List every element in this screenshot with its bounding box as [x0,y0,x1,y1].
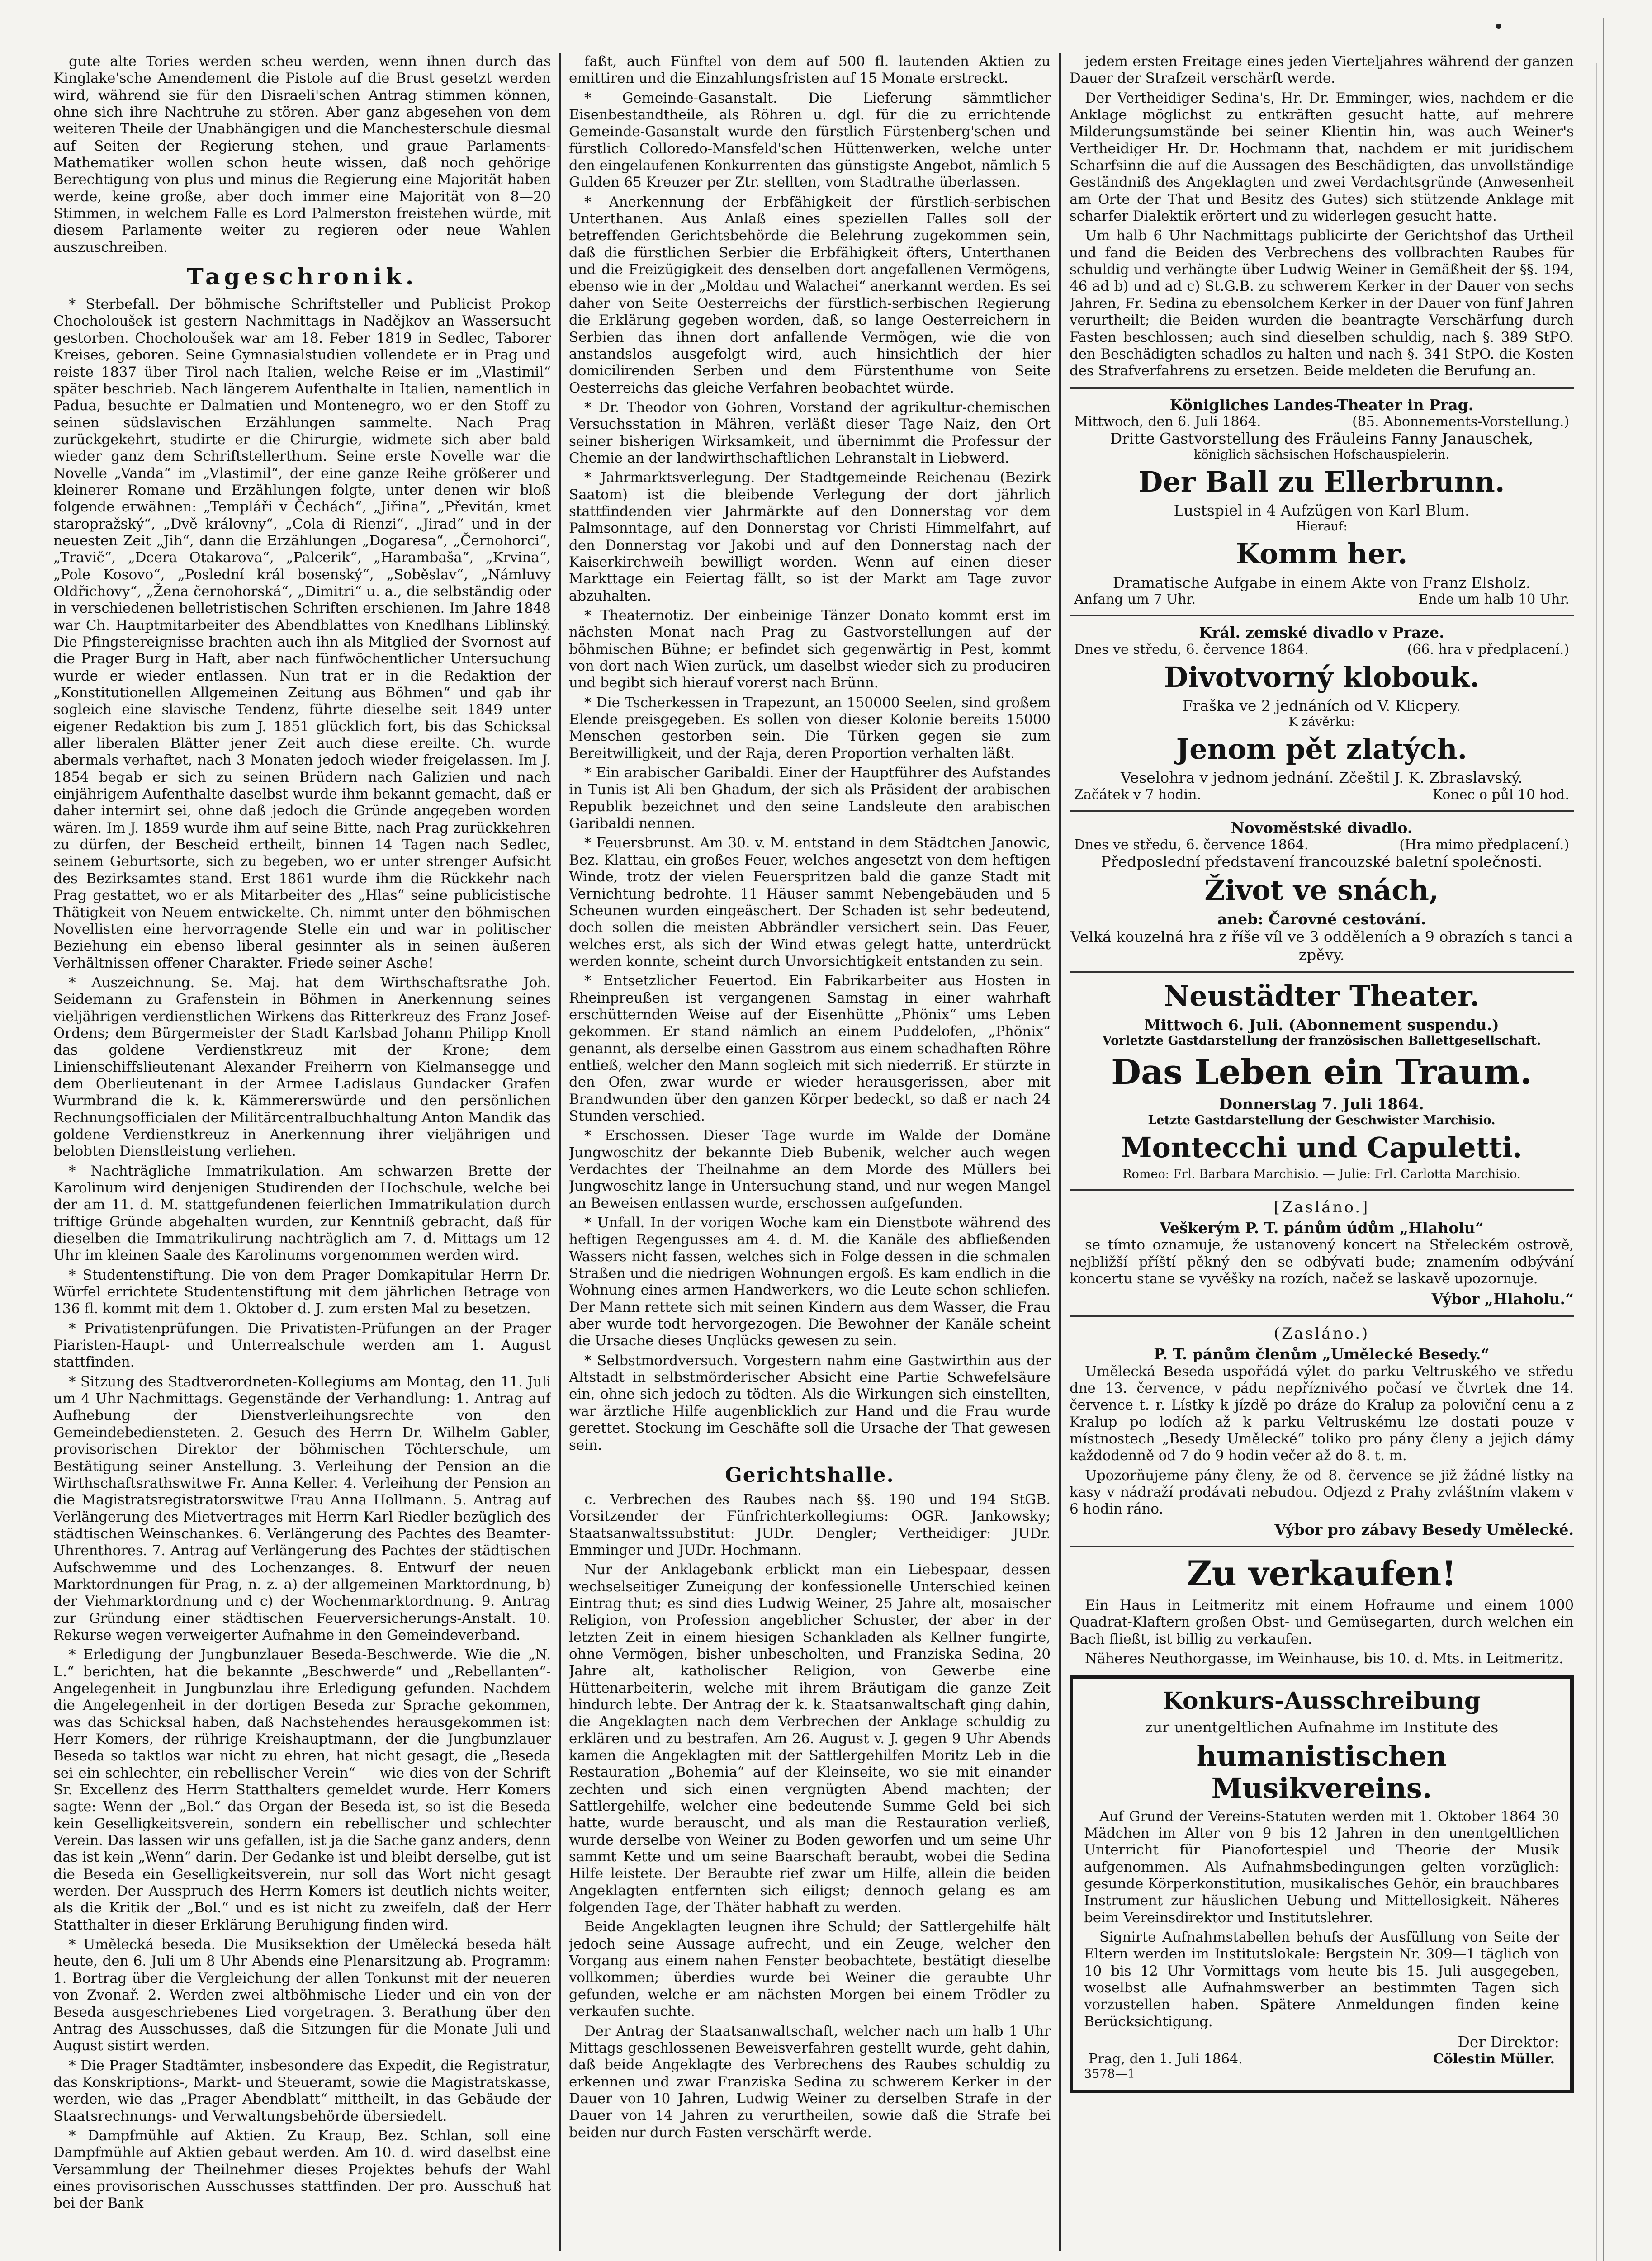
article-paragraph: * Entsetzlicher Feuertod. Ein Fabrikarbeiter aus Hosten in Rheinpreußen ist vergangenen Samstag in einer wahrhaft erschütternden Weise auf der Eisenhütte „Phönix“ ums Leben gekommen. Er stand nämlich an einem Puddelofen, „Phönix“ genannt, als derselbe einen Gasstrom aus einem schadhaften Röhre entließ, welcher den Mann sogleich mit sich niederriß. Er stürzte in den Ofen, zwar wurde er wieder herausgerissen, aber mit Brandwunden über den ganzen Körper bedeckt, so daß er nach 24 Stunden verschied. [569,973,1051,1124]
ad-umelecka-beseda [1070,1324,1574,1538]
ad-play-subtitle: Lustspiel in 4 Aufzügen von Karl Blum. [1174,501,1470,520]
article-paragraph: Der Vertheidiger Sedina's, Hr. Dr. Emminger, wies, nachdem er die Anklage möglichst zu entkräften gesucht hatte, auf mehrere Milderungsumstände bei seiner Klientin hin, was auch Weiner's Vertheidiger Hr. Dr. Hochmann that, nachdem er mit juridischem Scharfsinn die auf die Aussagen des Beschädigten, das unvollständige Geständniß des Angeklagten und zwei Verdachtsgründe (Anwesenheit am Orte der That und Besitz des Gutes) sich stützende Anklage mit scharfer Dialektik erörtert und zu widerlegen gesucht hatte. [1070,90,1574,225]
ad-separator [1070,387,1574,389]
ad-line: Velká kouzelná hra z říše víl ve 3 odděleních a 9 obrazích s tanci a zpěvy. [1070,928,1573,964]
ad-play-subtitle: aneb: Čarovné cestování. [1217,910,1426,928]
article-paragraph: * Sitzung des Stadtverordneten-Kollegiums am Montag, den 11. Juli um 4 Uhr Nachmittags. Gegenstände der Verhandlung: 1. Antrag auf Aufhebung der Dienstverleihungsrechte von den Gemeindebediensteten. 2. Gesuch des Herrn Dr. Wilhelm Gabler, provisorischen Direktor der böhmischen Töchterschule, um Bestätigung seiner Anstellung. 3. Verleihung der Pension an die Wirthschaftsrathswitwe Fr. Anna Keller. 4. Verleihung der Pension an die Magistratsregistratorswitwe Frau Anna Hollmann. 5. Antrag auf Verlängerung des Mietvertrages mit Herrn Karl Riedler bezüglich des städtischen Weinschankes. 6. Verlängerung des Pachtes des Beamter-Uhrenthores. 7. Antrag auf Verlängerung des Pachtes der städtischen Aufschwemme und des Lochenzanges. 8. Entwurf der neuen Marktordnungen für Prag, n. z. a) der allgemeinen Marktordnung, b) der Viehmarktordnung und c) der Wochenmarktordnung. 9. Antrag zur Gründung einer städtischen Feuerversicherungs-Anstalt. 10. Rekurse wegen verweigerter Aufnahme in den Gemeindeverband. [53,1373,551,1643]
ad-date: Mittwoch, den 6. Juli 1864. [1074,414,1261,430]
ad-date: Dnes ve středu, 6. července 1864. [1074,837,1309,853]
article-paragraph: * Anerkennung der Erbfähigkeit der fürstlich-serbischen Unterthanen. Aus Anlaß eines speziellen Falles soll der betreffenden Gerichtsbehörde die Belehrung zugekommen sein, daß die fürstlichen Serbier die Erbfähigkeit öfters, Unterthanen und die Freizügigkeit des denselben dort angefallenen Vermögens, ebenso wie in der „Moldau und Walachei“ anerkannt werden. Es sei daher von Seite Oesterreichs der fürstlich-serbischen Regierung die Erklärung gegeben worden, daß, so lange Oesterreichern in Serbien das ihnen dort anfallende Vermögen, wie die von anstandslos ausgefolgt wird, auch hinsichtlich der hier domicilirenden Serben und dem Fürstenthume von Seite Oesterreichs das gleiche Verfahren beobachtet würde. [569,194,1051,396]
ad-zemske-divadlo [1070,624,1574,803]
ad-text: Umělecká Beseda uspořádá výlet do parku Veltruského ve středu dne 13. července, v pádu nepříznivého počasí ve čtvrtek dne 14. července t. r. Lístky k jízdě po dráze do Kralup za poloviční cenu a z Kralup po lodích až k parku Veltruskému lze dostati pouze v místnostech „Besedy Umělecké“ toliko pro pány členy a jejich dámy každodenně od 7 do 9 hodin večer až do 8. t. m. [1070,1363,1574,1464]
article-paragraph: * Theaternotiz. Der einbeinige Tänzer Donato kommt erst im nächsten Monat nach Prag zu Gastvorstellungen auf der böhmischen Bühne; er befindet sich gegenwärtig in Pest, kommt von dort nach Wien zurück, um daselbst wieder sich zu produciren und begibt sich hierauf vorerst nach Brünn. [569,607,1051,691]
ad-separator [1070,810,1574,812]
ad-title: Král. zemské divadlo v Praze. [1199,624,1444,642]
ad-konkurs-box [1070,1675,1574,2093]
ad-start: Začátek v 7 hodin. [1074,787,1202,803]
ad-separator [1070,615,1574,616]
ad-date-row [1070,414,1574,430]
article-paragraph: * Privatistenprüfungen. Die Privatisten-Prüfungen an der Prager Piaristen-Haupt- und Unterrealschule werden am 1. August stattfinden. [53,1320,551,1371]
ad-date: Dnes ve středu, 6. července 1864. [1074,641,1309,657]
ad-play-title: Komm her. [1235,537,1408,571]
article-paragraph: * Sterbefall. Der böhmische Schriftsteller und Publicist Prokop Chocholoušek ist gestern Nachmittags in Nadějkov an Wassersucht gestorben. Chocholoušek war am 18. Feber 1819 in Sedlec, Taborer Kreises, geboren. Seine Gymnasialstudien vollendete er in Prag und reiste 1837 über Tirol nach Italien, welche Reise er im „Vlastimil“ später beschrieb. Nach längerem Aufenthalte in Italien, namentlich in Padua, besuchte er Dalmatien und Montenegro, wo er den Stoff zu seinen südslavischen Erzählungen sammelte. Nach Prag zurückgekehrt, studirte er die Chirurgie, widmete sich aber bald wieder ganz dem Schriftstellerthum. Seine erste Novelle war die Novelle „Vanda“ im „Vlastimil“, der eine ganze Reihe größerer und kleinerer Romane und Erzählungen folgte, unter denen wir bloß folgende erwähnen: „Templáři v Čechách“, „Jiřina“, „Převitán, kmet staropražský“, „Dvě královny“, „Cola di Rienzi“, „Jirad“ und in der neuesten Zeit „Jih“, dann die Erzählungen „Dogaresa“, „Černohorci“, „Travič“, „Dcera Otakarova“, „Palcerik“, „Harambaša“, „Krvina“, „Pole Kosovo“, „Poslední král bosenský“, „Soběslav“, „Námluvy Oldřichovy“, „Žena černohorská“, „Dimitri“ u. a., die selbständig oder in verschiedenen belletristischen Schriften erschienen. Im Jahre 1848 war Ch. Hauptmitarbeiter des Abendblattes von Knedlhans Liblinský. Die Pfingstereignisse brachten auch ihn als Mitglied der Svornost auf die Prager Burg in Haft, aber nach fünfwöchentlicher Untersuchung wurde er wieder entlassen. Nun trat er in die Redaktion der „Konstitutionellen Allgemeinen Zeitung aus Böhmen“ und gab ihr sogleich eine slavische Tendenz, führte dieselbe seit 1849 unter eigener Redaktion bis zum J. 1851 glücklich fort, bis das Schicksal aller liberalen Blätter jener Zeit auch diese ereilte. Ch. wurde abermals verhaftet, nach 3 Monaten jedoch wieder freigelassen. Im J. 1854 begab er sich zu seinen Brüdern nach Galizien und nach einjährigem Aufenthalte daselbst wurde ihm bekannt gemacht, daß er daher internirt sei, ohne daß jedoch die Gründe angegeben worden wären. Im J. 1859 wurde ihm auf seine Bitte, nach Prag zurückkehren zu dürfen, der Bescheid ertheilt, binnen 14 Tagen nach Sedlec, seinem Geburtsorte, sich zu begeben, wo er unter strenger Aufsicht des Bezirksamtes stand. Erst 1861 wurde ihm die Rückkehr nach Prag gestattet, wo er als Mitarbeiter des „Hlas“ seine publicistische Thätigkeit von Neuem entwickelte. Ch. nimmt unter den böhmischen Novellisten eine hervorragende Stelle ein und war in politischer Beziehung ein ebenso liberal gesinnter als in seinen äußeren Verhältnissen offener Charakter. Friede seiner Asche! [53,296,551,971]
ad-signature: Výbor „Hlaholu.“ [1431,1290,1574,1308]
ad-date-note: (66. hra v předplacení.) [1407,641,1569,657]
ad-title: Veškerým P. T. pánům údům „Hlaholu“ [1160,1219,1484,1237]
ad-line: Předposlední představení francouzské baletní společnosti. [1101,852,1543,870]
page-edge-line-inner [1596,63,1597,2261]
ad-play-subtitle: Veselohra v jednom jednání. Zčeštil J. K. Zbraslavský. [1121,769,1523,787]
ad-title: P. T. pánům členům „Umělecké Besedy.“ [1154,1345,1490,1363]
ad-date-row [1070,642,1574,657]
article-paragraph: Um halb 6 Uhr Nachmittags publicirte der Gerichtshof das Urtheil und fand die Beiden des Verbrechens des vollbrachten Raubes für schuldig und verhängte über Ludwig Weiner in Gemäßheit der §§. 194, 46 ad b) und ad c) St.G.B. zu schwerem Kerker in der Dauer von sechs Jahren, Fr. Sedina zu ebensolchem Kerker in der Dauer von fünf Jahren verurtheilt; die Beiden wurden die beantragte Verschärfung durch Fasten beschlossen; auch sind dieselben schuldig, nach §. 389 StPO. den Beschädigten schadlos zu halten und nach §. 341 StPO. die Kosten des Strafverfahrens zu ersetzen. Beide meldeten die Berufung an. [1070,227,1574,379]
ad-neustaedter-theater [1070,980,1574,1182]
ad-signature: Výbor pro zábavy Besedy Umělecké. [1274,1520,1574,1538]
ad-date-note: (Hra mimo předplacení.) [1399,837,1569,853]
article-paragraph: Der Antrag der Staatsanwaltschaft, welcher nach um halb 1 Uhr Mittags geschlossenen Beweisverfahren gestellt wurde, geht dahin, daß beide Angeklagte des Verbrechens des Raubes schuldig zu erkennen und zwar Franziska Sedina zu schwerem Kerker in der Dauer von 10 Jahren, Ludwig Weiner zu derselben Strafe in der Dauer von 14 Jahren zu verurtheilen, sowie daß die Strafe bei beiden nur durch Fasten verschärft werde. [569,2023,1051,2141]
article-paragraph: * Erledigung der Jungbunzlauer Beseda-Beschwerde. Wie die „N. L.“ berichten, hat die bekannte „Beschwerde“ und „Rebellanten“-Angelegenheit in Jungbunzlau ihre Erledigung gefunden. Nachdem die Angelegenheit in der dortigen Beseda zur Sprache gekommen, was das Schicksal haben, daß Nachstehendes herausgekommen ist: Herr Komers, der rührige Kreishauptmann, der die Jungbunzlauer Beseda so taktlos war nicht zu ehren, hat nicht gesagt, die „Beseda sei ein schlechter, ein rebellischer Verein“ — wie dies von der Schrift Sr. Excellenz des Herrn Statthalters gemeldet wurde. Herr Komers sagte: Wenn der „Bol.“ das Organ der Beseda ist, so ist die Beseda kein Geselligkeitsverein, sondern ein rebellischer und schlechter Verein. Das lassen wir uns gefallen, ist ja die Sache ganz anders, denn das ist kein „Wenn“ darin. Der Gedanke ist und bleibt derselbe, gut ist die Beseda ein Geselligkeitsverein, nur soll das Wort nicht gesagt werden. Der Ausspruch des Herrn Komers ist deutlich nichts weiter, als die Kritik der „Bol.“ und es ist nicht zu zweifeln, daß der Herr Statthalter in dieser Erklärung Beruhigung finden wird. [53,1646,551,1933]
ad-text: Auf Grund der Vereins-Statuten werden mit 1. Oktober 1864 30 Mädchen im Alter von 9 bis 12 Jahren in den unentgeltlichen Unterricht für Pianofortespiel und Theorie der Musik aufgenommen. Als Aufnahmsbedingungen gelten vorzüglich: gesunde Körperkonstitution, musikalisches Gehör, ein brauchbares Instrument zur häuslichen Uebung und Mittellosigkeit. Näheres beim Vereinsdirektor und Institutslehrer. [1084,1808,1559,1926]
ad-line: Letzte Gastdarstellung der Geschwister Marchisio. [1148,1113,1496,1127]
ad-director-label: Der Direktor: [1458,2033,1559,2051]
section-heading-tageschronik: Tageschronik. [186,263,418,290]
article-paragraph: * Umělecká beseda. Die Musiksektion der Umělecká beseda hält heute, den 6. Juli um 8 Uhr Abends eine Plenarsitzung ab. Programm: 1. Bortrag über die Vergleichung der allen Tonkunst mit der neueren von Zvonař. 2. Werden zwei altböhmische Lieder und ein von der Beseda ausgeschriebenes Lied vorgetragen. 3. Berathung über den Antrag des Ausschusses, daß die Sitzungen für die Monate Juli und August sistirt werden. [53,1936,551,2054]
ad-novomestske-divadlo [1070,819,1574,964]
ad-separator [1070,971,1574,973]
article-paragraph: faßt, auch Fünftel von dem auf 500 fl. lautenden Aktien zu emittiren und die Einzahlungsfristen auf 15 Monate erstreckt. [569,53,1051,87]
column-3 [1070,53,1574,2256]
ad-play-title: Život ve snách, [1204,874,1439,907]
article-paragraph: * Ein arabischer Garibaldi. Einer der Hauptführer des Aufstandes in Tunis ist Ali ben Ghadum, der sich als Präsident der arabischen Republik bezeichnet und den seine Landsleute den arabischen Garibaldi nennen. [569,765,1051,832]
ad-text: se tímto oznamuje, že ustanovený koncert na Střeleckém ostrově, nejbližší příští pěkný den se odbývati bude; znamením odbývání koncertu stane se vyvěšky na rozích, načež se laskavě upozornuje. [1070,1237,1574,1287]
ad-line: K závěrku: [1288,714,1355,729]
ink-dot [1496,24,1501,29]
section-heading-gerichtshalle: Gerichtshalle. [725,1463,895,1487]
ad-end: Konec o půl 10 hod. [1432,787,1569,803]
ad-place-date: Prag, den 1. Juli 1864. [1089,2051,1243,2067]
ad-title: Neustädter Theater. [1164,979,1480,1013]
ad-hlahol [1070,1198,1574,1308]
article-paragraph: * Jahrmarktsverlegung. Der Stadtgemeinde Reichenau (Bezirk Saatom) ist die bleibende Verlegung der dort jährlich stattfindenden vier Jahrmärkte auf den Donnerstag vor dem Palmsonntage, auf den Donnerstag vor Christi Himmelfahrt, auf den Donnerstag vor Jakobi und auf den Donnerstag nach der Kaiserkirchweih bewilligt worden. Wenn auf einen dieser Markttage ein Feiertag fällt, so ist der Markt am Tage zuvor abzuhalten. [569,469,1051,604]
ad-text: Upozorňujeme pány členy, že od 8. července se již žádné lístky na kasy v nádraží prodávati nebudou. Odjezd z Prahy zvláštním vlakem v 6 hodin ráno. [1070,1467,1574,1518]
ad-play-title: Der Ball zu Ellerbrunn. [1138,465,1505,499]
ad-line: Vorletzte Gastdarstellung der französischen Ballettgesellschaft. [1102,1034,1541,1048]
article-paragraph: * Die Prager Stadtämter, insbesondere das Expedit, die Registratur, das Konskriptions-, Markt- und Steueramt, sowie die Magistratskasse, werden, wie das „Prager Abendblatt“ mittheilt, in das Gebäude der Staatsrechnungs- und Verwaltungsbehörde übersiedelt. [53,2057,551,2124]
ad-zu-verkaufen [1070,1555,1574,1667]
ad-date: Donnerstag 7. Juli 1864. [1219,1095,1424,1113]
article-paragraph: * Selbstmordversuch. Vorgestern nahm eine Gastwirthin aus der Altstadt in selbstmörderischer Absicht eine Partie Schwefelsäure ein, ohne sich jedoch zu tödten. Als die Wirkungen sich einstellten, war ärztliche Hilfe augenblicklich zur Hand und die Frau wurde gerettet. Stockung im Geschäfte soll die Ursache der That gewesen sein. [569,1352,1051,1453]
article-paragraph: Nur der Anklagebank erblickt man ein Liebespaar, dessen wechselseitiger Zuneigung der konfessionelle Unterschied keinen Eintrag thut; es sind dies Ludwig Weiner, 25 Jahre alt, mosaischer Religion, von Profession angeblicher Schuster, der aber in der letzten Zeit in einem hiesigen Schankladen als Kellner fungirte, ohne Vermögen, bisher unbescholten, und Franziska Sedina, 20 Jahre alt, katholischer Religion, von Gewerbe eine Hüttenarbeiterin, welche mit ihrem Bräutigam die ganze Zeit hindurch lebte. Der Antrag der k. k. Staatsanwaltschaft ging dahin, die Angeklagten nach dem Verbrechen der Anklage schuldig zu erklären und zu bestrafen. Am 26. August v. J. gegen 9 Uhr Abends kamen die Angeklagten mit der Sattlergehilfen Moritz Leb in die Restauration „Bohemia“ auf der Kleinseite, wo sie mit einander zechten und sich einen vergnügten Abend machten; der Sattlergehilfe, welcher eine bedeutende Summe Geld bei sich hatte, wurde berauscht, und als man die Restauration verließ, wurde derselbe von Weiner zu Boden geworfen und um seine Uhr sammt Kette und um seine Baarschaft beraubt, wobei die Sedina Hilfe leistete. Der Beraubte rief zwar um Hilfe, allein die beiden Angeklagten entfernten sich eiligst; dennoch gelang es am folgenden Tage, der Thäter habhaft zu werden. [569,1561,1051,1916]
article-paragraph: * Feuersbrunst. Am 30. v. M. entstand in dem Städtchen Janowic, Bez. Klattau, ein großes Feuer, welches angesetzt von dem heftigen Winde, trotz der vielen Feuerspritzen bald die ganze Stadt mit Vernichtung bedrohte. 11 Häuser sammt Nebengebäuden und 5 Scheunen wurden eingeäschert. Der Schaden ist sehr bedeutend, doch sollen die meisten Abbrändler versichert sein. Das Feuer, welches erst, als sich der Wind etwas gelegt hatte, unterdrückt werden konnte, scheint durch Unvorsichtigkeit entstanden zu sein. [569,835,1051,970]
ad-play-subtitle: Fraška ve 2 jednáních od V. Klicpery. [1182,697,1461,715]
ad-date-note: (85. Abonnements-Vorstellung.) [1352,414,1569,430]
ad-landes-theater [1070,396,1574,608]
article-paragraph: * Die Tscherkessen in Trapezunt, an 150000 Seelen, sind großem Elende preisgegeben. Es sollen von dieser Kolonie bereits 15000 Menschen gestorben sein. Die Türken gegen sie zum Bereitwilligkeit, und der Raja, deren Proportion verhalten läßt. [569,694,1051,762]
ad-play-title: Das Leben ein Traum. [1111,1051,1532,1092]
article-paragraph: c. Verbrechen des Raubes nach §§. 190 und 194 StGB. Vorsitzender der Fünfrichterkollegiums: OGR. Jankowsky; Staatsanwaltssubstitut: JUDr. Dengler; Vertheidiger: JUDr. Emminger und JUDr. Hochmann. [569,1491,1051,1558]
ad-title: Königliches Landes-Theater in Prag. [1169,396,1474,414]
ad-subtitle-large: humanistischen Musikvereins. [1196,1739,1447,1805]
ad-play-title: Jenom pět zlatých. [1176,733,1467,766]
ad-label: (Zasláno.) [1273,1324,1370,1343]
article-paragraph: * Erschossen. Dieser Tage wurde im Walde der Domäne Jungwoschitz der bekannte Dieb Bubenik, welcher auch wegen Verdachtes der Theilnahme an dem Morde des Müllers bei Jungwoschitz lange in Untersuchung stand, und nur wegen Mangel an Beweisen entlassen wurde, erschossen aufgefunden. [569,1127,1051,1211]
ad-separator [1070,1315,1574,1317]
ad-line: königlich sächsischen Hofschauspielerin. [1193,447,1450,462]
ad-label: [Zasláno.] [1273,1198,1370,1216]
ad-line: Hierauf: [1296,520,1348,534]
article-paragraph: gute alte Tories werden scheu werden, wenn ihnen durch das Kinglake'sche Amendement die Pistole auf die Brust gesetzt werden wird, während sie für den Disraeli'schen Antrag stimmen können, ohne sich ihre Nachtruhe zu stören. Aber ganz abgesehen von dem weiteren Theile der Unabhängigen und die Manchesterschule diesmal auf Seiten der Regierung stehen, und graue Parlaments-Mathematiker wollen schon heute wissen, daß noch gehörige Berechtigung von plus und minus die Regierung eine Majorität haben werde, keine große, aber doch immer eine Majorität von 8—20 Stimmen, in welchem Falle es Lord Palmerston freistehen würde, mit diesem Parlamente weiter zu regieren oder neue Wahlen auszuschreiben. [53,53,551,255]
article-paragraph: * Nachträgliche Immatrikulation. Am schwarzen Brette der Karolinum wird denjenigen Studirenden der Hochschule, welche bei der am 11. d. M. stattgefundenen feierlichen Immatrikulation durch triftige Gründe abgehalten wurden, zur Kenntniß gebracht, daß für dieselben die Immatrikulirung nachträglich am 7. d. Mittags um 12 Uhr im kleinen Saale des Karolinums vorgenommen werden wird. [53,1163,551,1264]
ad-play-title: Montecchi und Capuletti. [1121,1131,1523,1164]
ad-play-title: Divotvorný klobouk. [1164,660,1480,694]
ad-start: Anfang um 7 Uhr. [1074,591,1196,608]
ad-line: Dritte Gastvorstellung des Fräuleins Fanny Janauschek, [1110,430,1534,448]
article-paragraph: Beide Angeklagten leugnen ihre Schuld; der Sattlergehilfe hält jedoch seine Aussage aufrecht, und ein Zeuge, welcher den Vorgang aus einem nahen Fenster beobachtete, bestätigt dieselbe vollkommen; überdies wurde bei Weiner die geraubte Uhr gefunden, welche er am nächsten Morgen bei einem Trödler zu verkaufen suchte. [569,1919,1051,2020]
ad-text: Ein Haus in Leitmeritz mit einem Hofraume und einem 1000 Quadrat-Klaftern großen Obst- und Gemüsegarten, durch welchen ein Bach fließt, ist billig zu verkaufen. [1070,1597,1574,1647]
column-rule-1 [559,53,561,2251]
article-paragraph: * Gemeinde-Gasanstalt. Die Lieferung sämmtlicher Eisenbestandtheile, als Röhren u. dgl. für die zu errichtende Gemeinde-Gasanstalt wurde den fürstlich Fürstenberg'schen und fürstlich Colloredo-Mansfeld'schen Hüttenwerken, welche unter den eingelaufenen Konkurrenten das günstigste Angebot, nämlich 5 Gulden 65 Kreuzer per Ztr. stellten, vom Stadtrathe überlassen. [569,90,1051,191]
article-paragraph: * Auszeichnung. Se. Maj. hat dem Wirthschaftsrathe Joh. Seidemann zu Grafenstein in Böhmen in Anerkennung seines vieljährigen verdienstlichen Wirkens das Ritterkreuz des Franz Josef-Ordens; dem Bürgermeister der Stadt Karlsbad Johann Philipp Knoll das goldene Verdienstkreuz mit der Krone; dem Linienschiffslieutenant Alexander Freiherrn von Kielmansegge und dem Oberlieutenant in der Armee Ladislaus Gundacker Grafen Wurmbrand die k. k. Kämmererswürde und den persönlichen Rechnungsofficialen der Militärcentralbuchhaltung Anton Mandik das goldene Verdienstkreuz in Anerkennung ihrer vieljährigen und belobten Dienstleistung verliehen. [53,974,551,1160]
ad-title: Zu verkaufen! [1187,1553,1457,1594]
article-paragraph: jedem ersten Freitage eines jeden Vierteljahres während der ganzen Dauer der Strafzeit verschärft werde. [1070,53,1574,87]
column-1 [53,53,551,2256]
column-2 [569,53,1051,2256]
ad-director-name: Cölestin Müller. [1433,2051,1555,2067]
ad-text: Näheres Neuthorgasse, im Weinhause, bis 10. d. Mts. in Leitmeritz. [1085,1650,1563,1667]
ad-play-subtitle: Dramatische Aufgabe in einem Akte von Franz Elsholz. [1112,573,1531,591]
ad-time-row [1070,787,1574,803]
article-paragraph: * Dr. Theodor von Gohren, Vorstand der agrikultur-chemischen Versuchsstation in Mähren, verläßt dieser Tage Naiz, den Ort seiner bisherigen Wirksamkeit, und übernimmt die Professur der Chemie an der landwirthschaftlichen Lehranstalt in Liebwerd. [569,399,1051,466]
ad-separator [1070,1189,1574,1191]
ad-title: Konkurs-Ausschreibung [1162,1687,1481,1715]
article-paragraph: * Studentenstiftung. Die von dem Prager Domkapitular Herrn Dr. Würfel errichtete Studentenstiftung mit dem jährlichen Betrage von 136 fl. kommt mit dem 1. Oktober d. J. zum ersten Mal zu besetzen. [53,1267,551,1317]
column-rule-2 [1059,53,1061,2251]
ad-cast: Romeo: Frl. Barbara Marchisio. — Julie: Frl. Carlotta Marchisio. [1122,1167,1521,1182]
page-edge-line [1603,18,1604,2261]
ad-subtitle: zur unentgeltlichen Aufnahme im Institute des [1145,1718,1499,1736]
ad-date: Mittwoch 6. Juli. (Abonnement suspendu.) [1144,1016,1499,1034]
article-paragraph: * Unfall. In der vorigen Woche kam ein Dienstbote während des heftigen Regengusses am 4. d. M. die Kanäle des abfließenden Wassers nicht fassen, welches sich in Folge dessen in die schmalen Straßen und die niedrigen Wohnungen ergoß. Es kam endlich in die Wohnung eines armen Handwerkers, wo die Leute schon schliefen. Der Mann rettete sich mit seinen Kindern aus dem Wasser, die Frau aber wurde todt hervorgezogen. Die Bewohner der Kanäle scheint die Ursache dieses Unglücks gewesen zu sein. [569,1215,1051,1349]
ad-end: Ende um halb 10 Uhr. [1418,591,1569,608]
ad-text: Signirte Aufnahmstabellen behufs der Ausfüllung von Seite der Eltern werden im Institutslokale: Bergstein Nr. 309—1 täglich von 10 bis 12 Uhr Vormittags vom heute bis 15. Juli ausgegeben, woselbst alle Aufnahmswerber an bestimmten Tagen sich vorzustellen haben. Spätere Anmeldungen finden keine Berücksichtigung. [1084,1929,1559,2030]
ad-time-row [1070,591,1574,607]
ad-sign-row [1084,2051,1559,2067]
ad-date-row [1070,837,1574,853]
ad-number: 3578—1 [1084,2067,1135,2081]
article-paragraph: * Dampfmühle auf Aktien. Zu Kraup, Bez. Schlan, soll eine Dampfmühle auf Aktien gebaut werden. Am 10. d. wird daselbst eine Versammlung der Theilnehmer dieses Projektes behufs der Wahl eines provisorischen Ausschusses stattfinden. Der pro. Ausschuß hat bei der Bank [53,2127,551,2212]
ad-separator [1070,1546,1574,1547]
ad-title: Novoměstské divadlo. [1231,819,1413,837]
